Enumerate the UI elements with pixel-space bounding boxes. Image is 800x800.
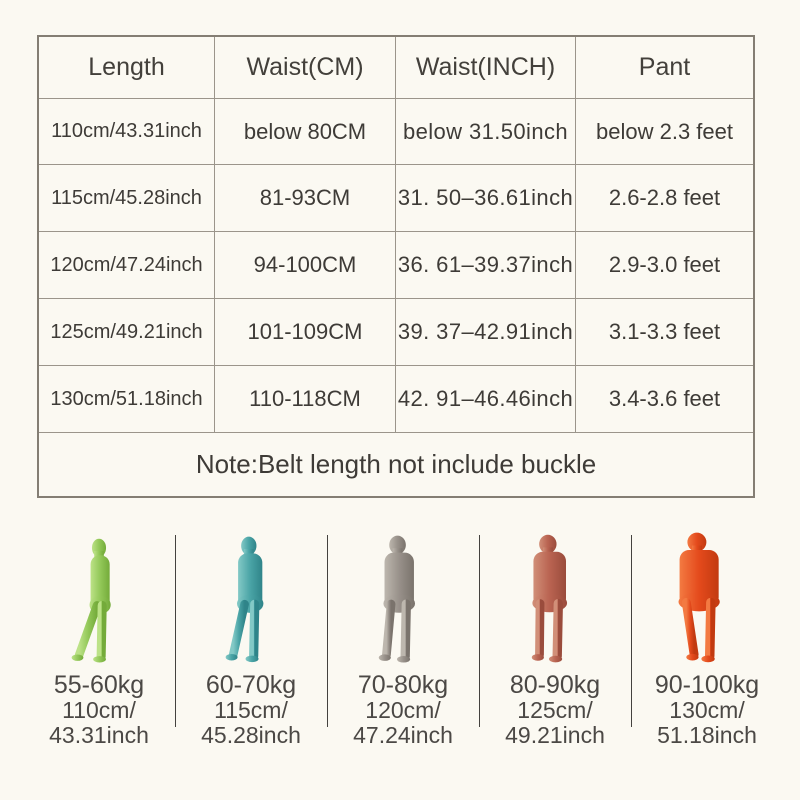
table-cell: 130cm/51.18inch [39,366,215,433]
figure-weight-label: 60-70kg [205,671,297,699]
table-cell: 2.9-3.0 feet [576,232,753,299]
figure-weight-label: 90-100kg [654,671,760,699]
person-figure-icon [67,535,131,665]
person-figure-icon [370,535,436,665]
person-figure-icon [674,535,741,665]
section-divider [479,535,480,727]
figure-length-inch-label: 45.28inch [201,722,301,748]
figure-label [353,672,453,748]
figure-length-inch-label: 49.21inch [505,722,605,748]
table-cell: 3.4-3.6 feet [576,366,753,433]
figure-cell-80-90kg [479,535,631,750]
header-length: Length [39,37,215,99]
table-cell: 36. 61–39.37inch [396,232,576,299]
table-cell: 101-109CM [215,299,396,366]
figure-cell-90-100kg [631,535,783,750]
figure-cell-60-70kg [175,535,327,750]
table-cell: 125cm/49.21inch [39,299,215,366]
header-waist-cm: Waist(CM) [215,37,396,99]
table-cell: 2.6-2.8 feet [576,165,753,232]
figure-label [49,672,149,748]
figure-length-cm-label: 125cm/ [517,697,593,723]
figure-weight-label: 55-60kg [53,671,145,699]
figure-length-inch-label: 47.24inch [353,722,453,748]
figure-length-cm-label: 120cm/ [365,697,441,723]
section-divider [631,535,632,727]
table-cell: 110-118CM [215,366,396,433]
figure-weight-label: 80-90kg [509,671,601,699]
person-figure-icon [219,535,284,665]
table-cell: 120cm/47.24inch [39,232,215,299]
figure-weight-label: 70-80kg [357,671,449,699]
figure-cell-70-80kg [327,535,479,750]
figure-label [505,672,605,748]
figure-length-inch-label: 51.18inch [657,722,757,748]
table-cell: below 80CM [215,99,396,165]
figure-length-cm-label: 115cm/ [214,697,288,723]
figure-length-cm-label: 130cm/ [669,697,745,723]
section-divider [327,535,328,727]
table-cell: 31. 50–36.61inch [396,165,576,232]
header-waist-inch: Waist(INCH) [396,37,576,99]
size-table [37,35,755,498]
figure-length-inch-label: 43.31inch [49,722,149,748]
table-cell: 115cm/45.28inch [39,165,215,232]
table-cell: 3.1-3.3 feet [576,299,753,366]
figure-cell-55-60kg [23,535,175,750]
figure-length-cm-label: 110cm/ [62,697,136,723]
weight-figures-row [23,535,783,750]
person-figure-icon [522,535,588,665]
header-pant: Pant [576,37,753,99]
table-cell: below 2.3 feet [576,99,753,165]
table-cell: 94-100CM [215,232,396,299]
table-cell: 39. 37–42.91inch [396,299,576,366]
table-cell: 81-93CM [215,165,396,232]
table-cell: below 31.50inch [396,99,576,165]
table-cell: 42. 91–46.46inch [396,366,576,433]
figure-label [201,672,301,748]
section-divider [175,535,176,727]
table-cell: 110cm/43.31inch [39,99,215,165]
figure-label [655,672,759,748]
table-note: Note:Belt length not include buckle [195,449,597,479]
